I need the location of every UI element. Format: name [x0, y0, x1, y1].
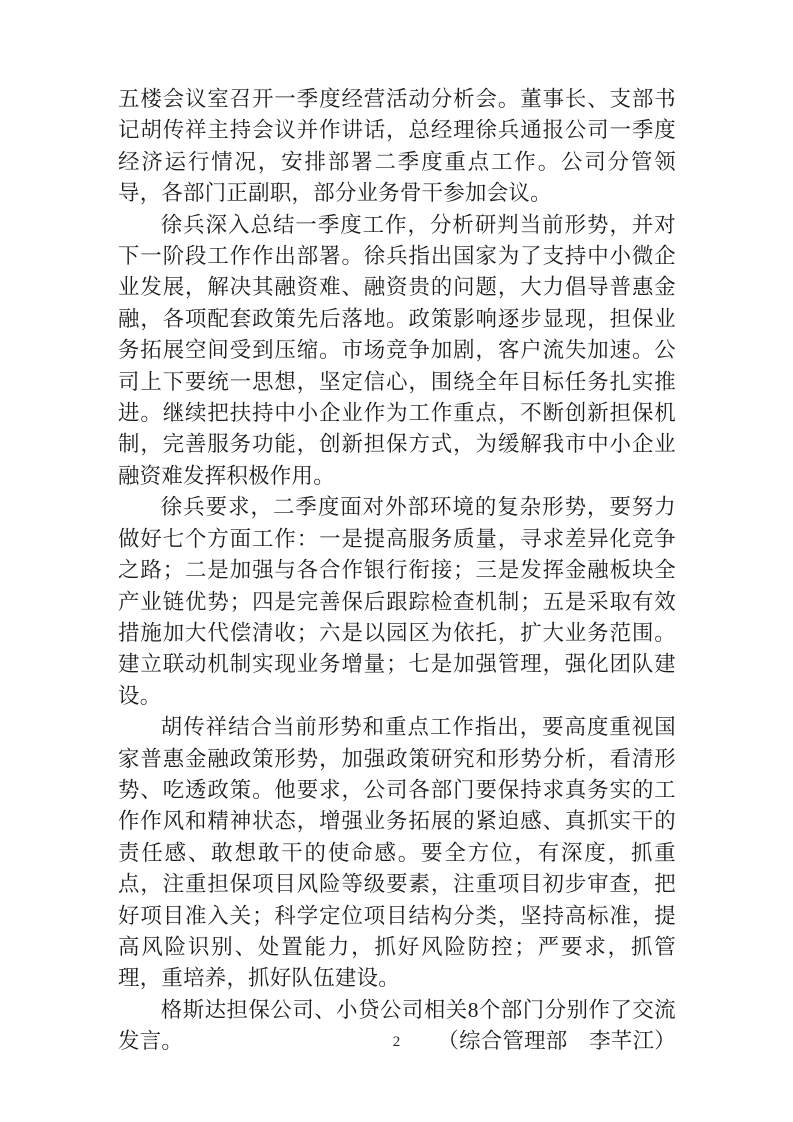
page-number: 2 [392, 1034, 401, 1050]
attribution: （综合管理部 李芊江） [437, 1029, 676, 1054]
paragraph: 五楼会议室召开一季度经营活动分析会。董事长、支部书记胡传祥主持会议并作讲话，总经理徐兵通报公司一季度经济运行情况，安排部署二季度重点工作。公司分管领导，各部门正副职，部分业务骨干参加会议。 [118, 87, 676, 206]
paragraph: 胡传祥结合当前形势和重点工作指出，要高度重视国家普惠金融政策形势，加强政策研究和形势分析，看清形势、吃透政策。他要求，公司各部门要保持求真务实的工作作风和精神状态，增强业务拓展的紧迫感、真抓实干的责任感、敢想敢干的使命感。要全方位，有深度，抓重点，注重担保项目风险等级要素，注重项目初步审查，把好项目准入关；科学定位项目结构分类，坚持高标准，提高风险识别、处置能力，抓好风险防控；严要求，抓管理，重培养，抓好队伍建设。 [118, 715, 676, 991]
paragraph: 徐兵深入总结一季度工作，分析研判当前形势，并对下一阶段工作作出部署。徐兵指出国家为了支持中小微企业发展，解决其融资难、融资贵的问题，大力倡导普惠金融，各项配套政策先后落地。政策影响逐步显现，担保业务拓展空间受到压缩。市场竞争加剧，客户流失加速。公司上下要统一思想，坚定信心，围绕全年目标任务扎实推进。继续把扶持中小企业作为工作重点，不断创新担保机制，完善服务功能，创新担保方式，为缓解我市中小企业融资难发挥积极作用。 [118, 212, 676, 488]
paragraph: 徐兵要求，二季度面对外部环境的复杂形势，要努力做好七个方面工作：一是提高服务质量，寻求差异化竞争之路；二是加强与各合作银行衔接；三是发挥金融板块全产业链优势；四是完善保后跟踪检查机制；五是采取有效措施加大代偿清收；六是以园区为依托，扩大业务范围。建立联动机制实现业务增量；七是加强管理，强化团队建设。 [118, 495, 676, 708]
document-body [118, 84, 676, 1058]
paragraph: 格斯达担保公司、小贷公司相关8个部门分别作了交流发言。 （综合管理部 李芊江） [118, 995, 676, 1058]
